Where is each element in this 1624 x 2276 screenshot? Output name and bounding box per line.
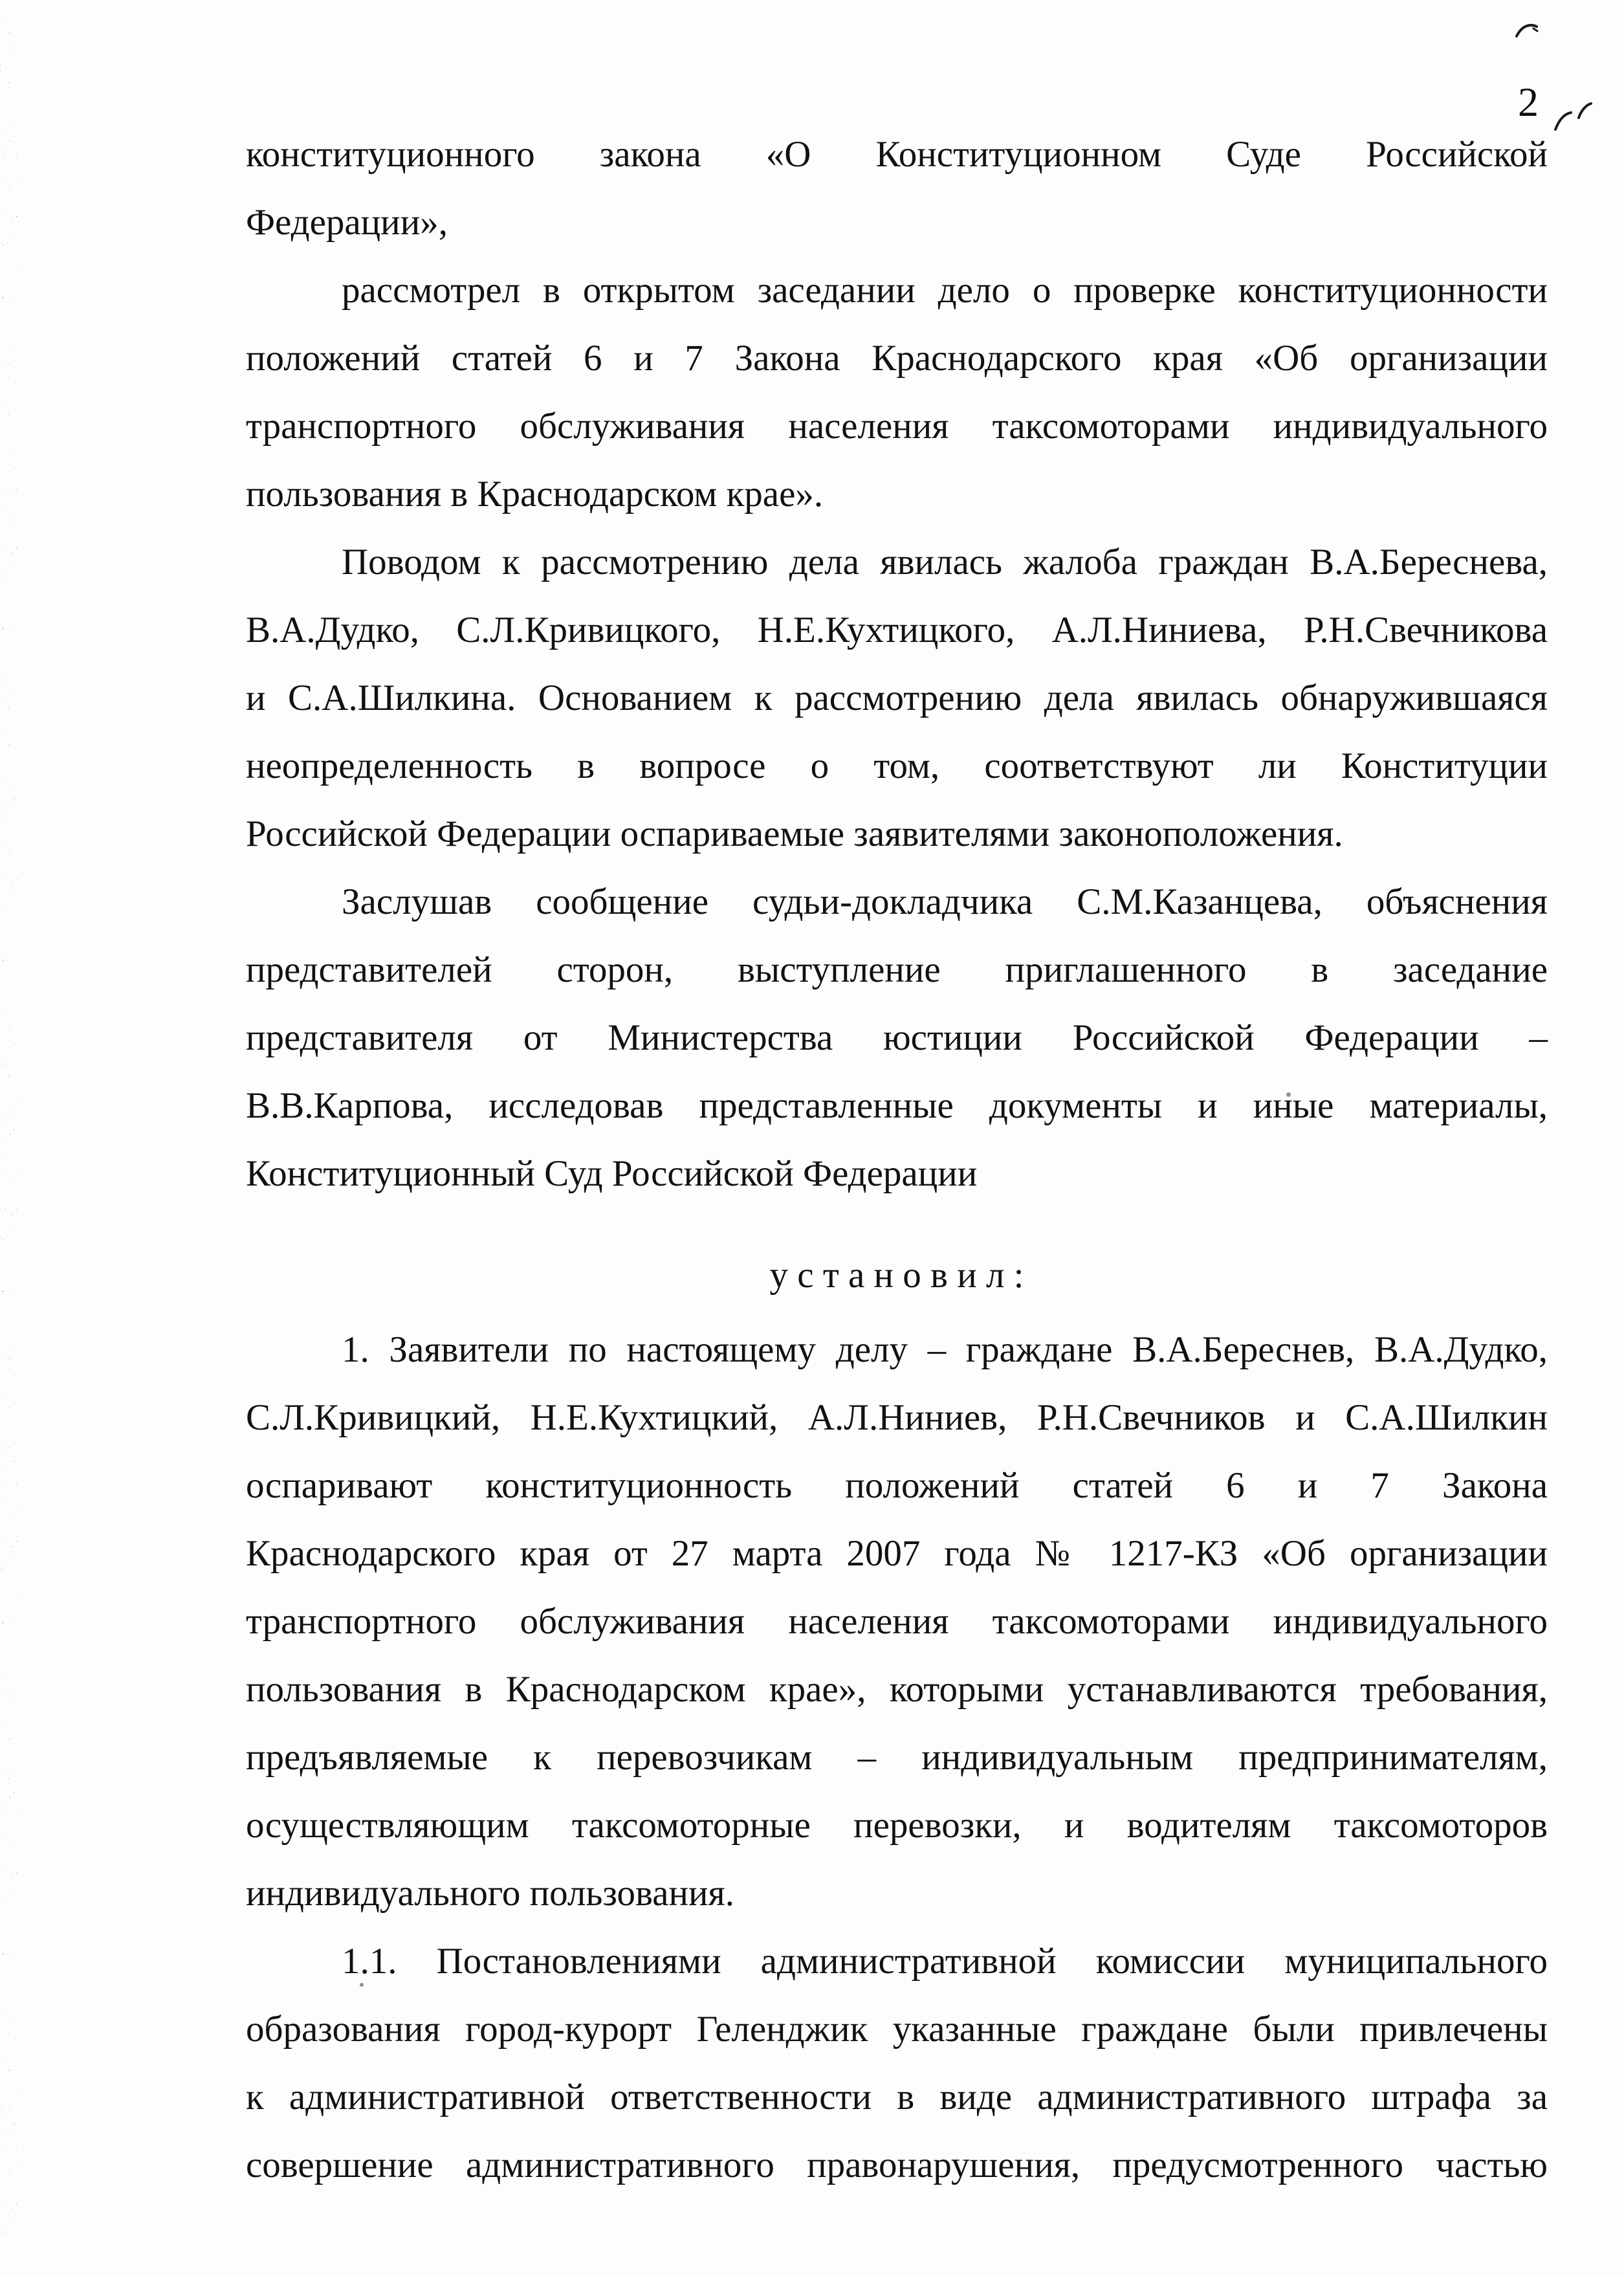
section-heading: у с т а н о в и л : <box>769 1255 1024 1296</box>
scan-noise-right-band <box>1614 0 1624 2276</box>
pen-mark-icon <box>1514 19 1540 43</box>
page-number: 2 <box>1518 79 1539 125</box>
text-line: осуществляющим таксомоторные перевозки, и водителям таксомоторов <box>246 1805 1548 1846</box>
text-line: оспаривают конституционность положений статей 6 и 7 Закона <box>246 1465 1548 1506</box>
text-line: к административной ответственности в виде административного штрафа за <box>246 2077 1548 2117</box>
text-line: Заслушав сообщение судьи-докладчика С.М.Казанцева, объяснения <box>342 881 1548 922</box>
text-line: индивидуального пользования. <box>246 1873 734 1914</box>
document-body <box>246 120 1548 2199</box>
text-line: транспортного обслуживания населения таксомоторами индивидуального <box>246 1601 1548 1642</box>
text-line: конституционного закона «О Конституционном Суде Российской <box>246 134 1548 175</box>
text-line: С.Л.Кривицкий, Н.Е.Кухтицкий, А.Л.Ниниев, Р.Н.Свечников и С.А.Шилкин <box>246 1397 1548 1438</box>
text-line: представителя от Министерства юстиции Российской Федерации – <box>246 1017 1548 1058</box>
text-line: Российской Федерации оспариваемые заявителями законоположения. <box>246 813 1343 854</box>
text-line: пользования в Краснодарском крае». <box>246 474 824 514</box>
text-line: неопределенность в вопросе о том, соответствуют ли Конституции <box>246 746 1548 786</box>
text-line: В.В.Карпова, исследовав представленные документы и иные материалы, <box>246 1085 1548 1126</box>
text-line: Конституционный Суд Российской Федерации <box>246 1153 978 1194</box>
text-line: предъявляемые к перевозчикам – индивидуальным предпринимателям, <box>246 1737 1548 1778</box>
scan-noise-left-band <box>0 0 30 2276</box>
text-line: Краснодарского края от 27 марта 2007 года № 1217-КЗ «Об организации <box>246 1533 1548 1574</box>
text-line: Поводом к рассмотрению дела явилась жалоба граждан В.А.Береснева, <box>342 542 1548 582</box>
pen-mark-icon <box>1552 96 1594 135</box>
text-line: пользования в Краснодарском крае», которыми устанавливаются требования, <box>246 1669 1548 1710</box>
text-line: транспортного обслуживания населения таксомоторами индивидуального <box>246 406 1548 447</box>
text-line: 1.1. Постановлениями административной комиссии муниципального <box>342 1941 1548 1982</box>
text-line: образования город-курорт Геленджик указанные граждане были привлечены <box>246 2009 1548 2050</box>
text-line: Федерации», <box>246 202 448 243</box>
text-line: положений статей 6 и 7 Закона Краснодарского края «Об организации <box>246 338 1548 379</box>
text-line: совершение административного правонарушения, предусмотренного частью <box>246 2145 1548 2185</box>
text-line: В.А.Дудко, С.Л.Кривицкого, Н.Е.Кухтицкого, А.Л.Ниниева, Р.Н.Свечникова <box>246 610 1548 650</box>
text-line: рассмотрел в открытом заседании дело о проверке конституционности <box>342 270 1548 311</box>
text-line: представителей сторон, выступление приглашенного в заседание <box>246 949 1548 990</box>
text-line: и С.А.Шилкина. Основанием к рассмотрению дела явилась обнаружившаяся <box>246 678 1548 718</box>
text-line: 1. Заявители по настоящему делу – граждане В.А.Береснев, В.А.Дудко, <box>342 1329 1548 1370</box>
